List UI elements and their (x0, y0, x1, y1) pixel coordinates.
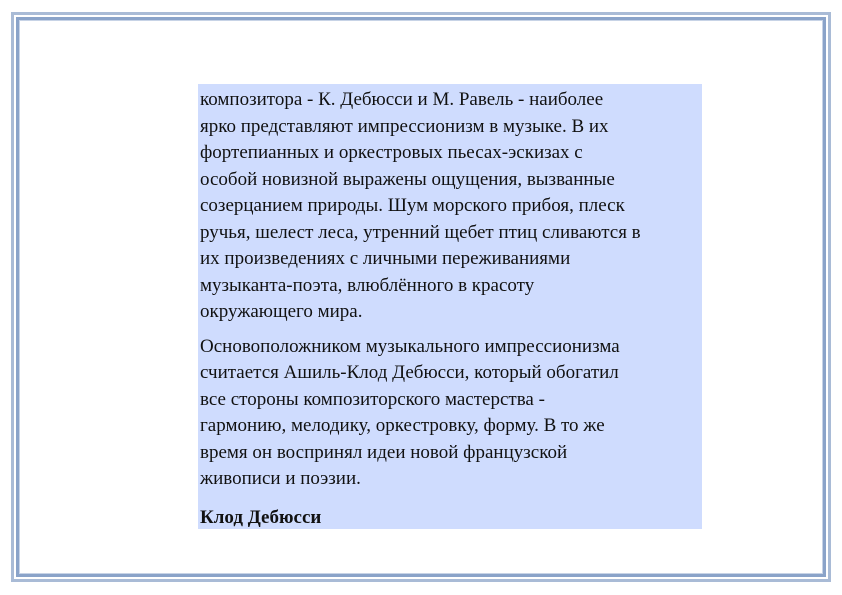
text-line: музыканта-поэта, влюблённого в красоту (200, 274, 535, 296)
section-heading: Клод Дебюсси (200, 506, 322, 528)
text-line: особой новизной выражены ощущения, вызванные (200, 168, 615, 190)
text-line: ярко представляют импрессионизм в музыке. В их (200, 115, 609, 137)
text-line: ручья, шелест леса, утренний щебет птиц сливаются в (200, 221, 641, 243)
text-line: их произведениях с личными переживаниями (200, 248, 571, 269)
text-line: живописи и поэзии. (200, 468, 361, 489)
text-line: считается Ашиль-Клод Дебюсси, который обогатил (200, 362, 619, 383)
text-line: композитора - К. Дебюсси и М. Равель - наиболее (200, 89, 604, 110)
text-box (198, 84, 702, 529)
text-line: Основоположником музыкального импрессионизма (200, 335, 620, 357)
text-line: все стороны композиторского мастерства - (200, 388, 545, 410)
paragraph-impressionism (200, 87, 702, 326)
text-line: окружающего мира. (200, 301, 363, 322)
text-line: созерцанием природы. Шум морского прибоя, плеск (200, 195, 625, 216)
text-line: время он воспринял идеи новой французской (200, 441, 568, 463)
text-line: фортепианных и оркестровых пьесах-эскизах с (200, 142, 583, 163)
text-line: гармонию, мелодику, оркестровку, форму. В то же (200, 415, 605, 436)
paragraph-debussy-founder (200, 334, 702, 493)
